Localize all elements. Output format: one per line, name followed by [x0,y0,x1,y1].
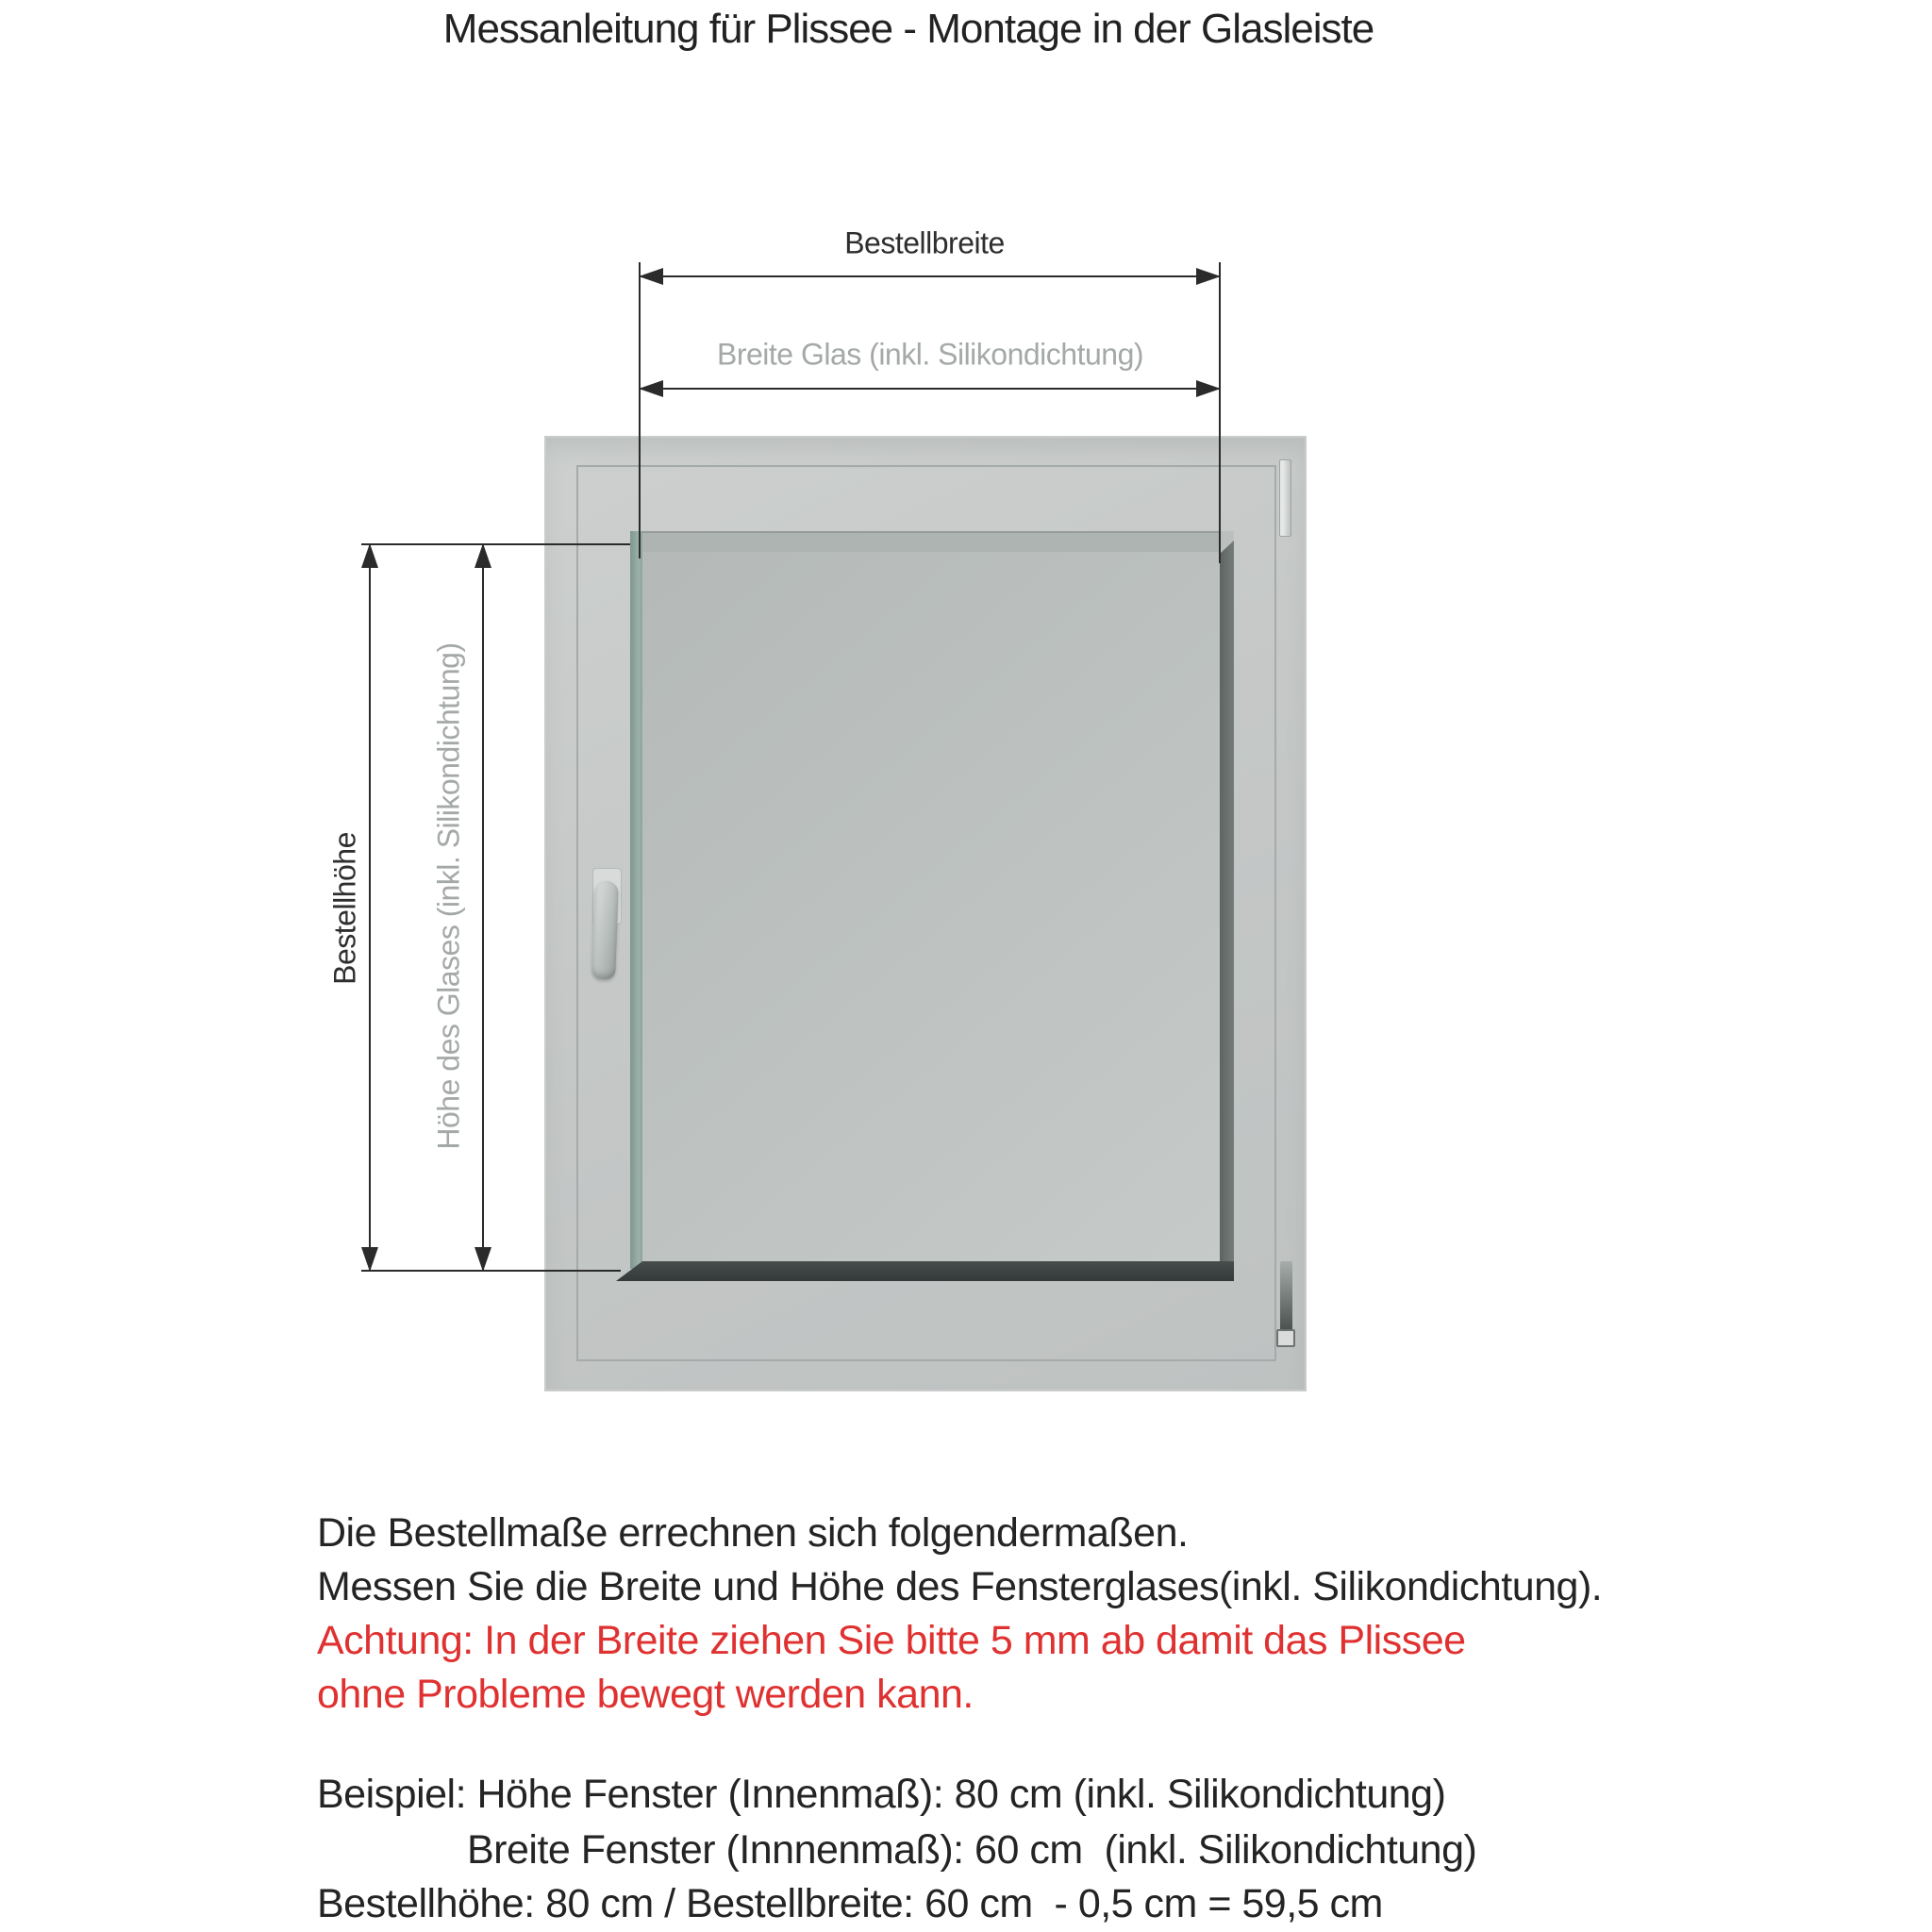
arrowhead-left-icon [639,268,663,285]
arrow-shaft [640,275,1220,277]
window-handle-icon [591,881,619,980]
glass-height-dimension-arrow [482,544,484,1271]
instruction-line-1: Die Bestellmaße errechnen sich folgendermaßen. [317,1510,1189,1556]
warning-line-1: Achtung: In der Breite ziehen Sie bitte 5 mm ab damit das Plissee [317,1618,1466,1663]
glass-height-label: Höhe des Glases (inkl. Silikondichtung) [432,637,467,1155]
glass-top-bead [630,531,1220,552]
extension-line-top-horizontal [361,543,630,545]
glass-right-bevel [1220,541,1234,1280]
order-height-label: Bestellhöhe [328,826,363,991]
instruction-line-2: Messen Sie die Breite und Höhe des Fensterglases(inkl. Silikondichtung). [317,1564,1603,1609]
arrowhead-left-icon [639,380,663,397]
extension-line-right-vertical [1219,262,1221,563]
glass-bottom-bevel [616,1261,1234,1281]
extension-line-left-vertical [639,262,641,558]
arrowhead-right-icon [1196,268,1221,285]
arrow-shaft [482,544,484,1271]
arrowhead-down-icon [361,1247,378,1272]
glass-left-silicone-seal [630,531,642,1269]
example-line-2: Breite Fenster (Innnenmaß): 60 cm (inkl. Silikondichtung) [467,1827,1477,1873]
arrowhead-up-icon [475,543,491,568]
glass-width-label: Breite Glas (inkl. Silikondichtung) [711,338,1149,373]
hinge-top-icon [1279,459,1291,537]
example-line-1: Beispiel: Höhe Fenster (Innenmaß): 80 cm (inkl. Silikondichtung) [317,1772,1446,1817]
order-width-dimension-arrow [640,275,1220,277]
arrow-shaft [369,544,371,1271]
hinge-bottom-icon [1280,1261,1292,1333]
example-line-3: Bestellhöhe: 80 cm / Bestellbreite: 60 cm - 0,5 cm = 59,5 cm [317,1881,1383,1926]
warning-line-2: ohne Probleme bewegt werden kann. [317,1672,974,1717]
arrowhead-right-icon [1196,380,1221,397]
order-height-dimension-arrow [369,544,371,1271]
window-glass-pane [630,531,1234,1280]
hinge-bottom-cap-icon [1276,1329,1295,1347]
arrow-shaft [640,388,1220,390]
page-title: Messanleitung für Plissee - Montage in der Glasleiste [442,6,1374,52]
glass-width-dimension-arrow [640,388,1220,390]
arrowhead-down-icon [475,1247,491,1272]
arrowhead-up-icon [361,543,378,568]
order-width-label: Bestellbreite [839,226,1010,261]
